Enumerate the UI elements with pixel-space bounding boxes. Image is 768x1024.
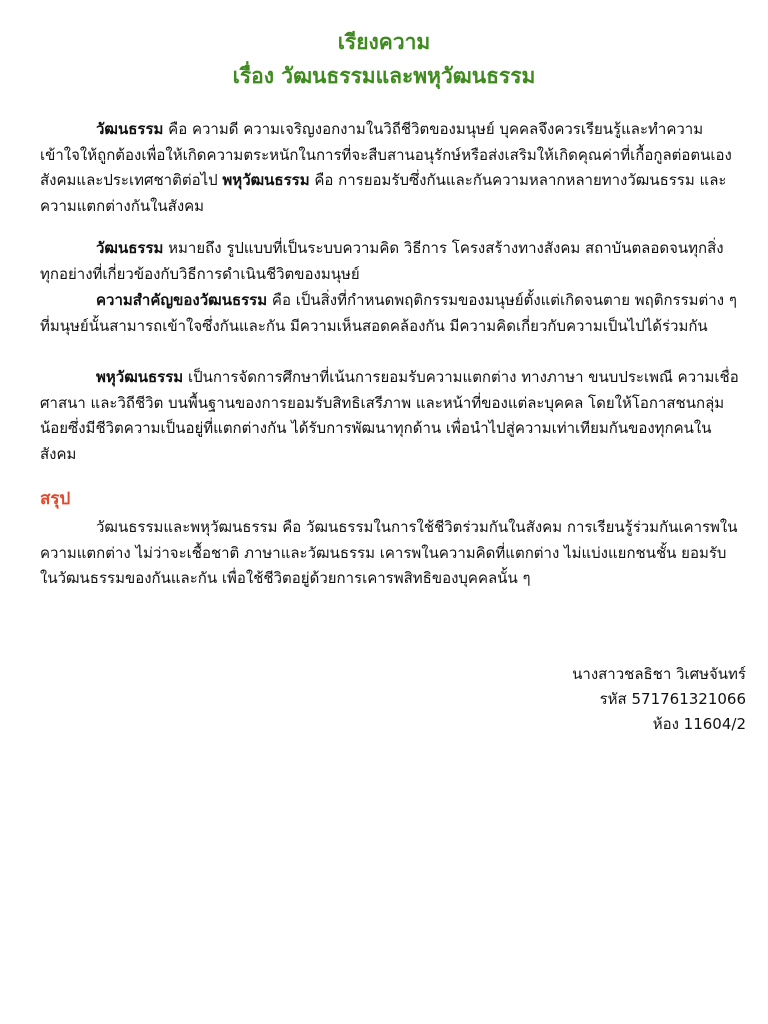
paragraph-culture-definition-text: หมายถึง รูปแบบที่เป็นระบบความคิด วิธีการ โครงสร้างทางสังคม สถาบันตลอดจนทุกสิ่งทุกอย่างที่เกี่ยวข้องกับวิธีการดำเนินชีวิตของมนุษย์ bbox=[40, 239, 724, 283]
room-number: ห้อง 11604/2 bbox=[652, 715, 746, 733]
paragraph-intro-text-2: คือ การยอมรับซึ่งกันและกันความหลากหลายทางวัฒนธรรม และความแตกต่างกันในสังคม bbox=[40, 171, 727, 215]
paragraph-culture-importance-text: คือ เป็นสิ่งที่กำหนดพฤติกรรมของมนุษย์ตั้งแต่เกิดจนตาย พฤติกรรมต่าง ๆ ที่มนุษย์นั้นสามารถเข้าใจซึ่งกันและกัน มีความเห็นสอดคล้องกัน มีความคิดเกี่ยวกับความเป็นไปได้ร่วมกัน bbox=[40, 291, 737, 335]
summary-heading: สรุป bbox=[40, 489, 71, 509]
paragraph-summary bbox=[40, 515, 740, 592]
author-name: นางสาวชลธิชา วิเศษจันทร์ bbox=[572, 665, 746, 683]
paragraph-culture-definition bbox=[40, 236, 740, 287]
term-culture-definition: วัฒนธรรม bbox=[96, 239, 164, 257]
document-title: เรียงความ bbox=[337, 30, 431, 54]
term-multiculture: พหุวัฒนธรรม bbox=[222, 171, 310, 189]
term-culture: วัฒนธรรม bbox=[96, 120, 164, 138]
paragraph-multiculture bbox=[40, 365, 740, 467]
document-subtitle: เรื่อง วัฒนธรรมและพหุวัฒนธรรม bbox=[232, 64, 536, 88]
paragraph-intro bbox=[40, 117, 740, 219]
paragraph-summary-text: วัฒนธรรมและพหุวัฒนธรรม คือ วัฒนธรรมในการใช้ชีวิตร่วมกันในสังคม การเรียนรู้ร่วมกันเคารพในความแตกต่าง ไม่ว่าจะเชื้อชาติ ภาษาและวัฒนธรรม เคารพในความคิดที่แตกต่าง ไม่แบ่งแยกชนชั้น ยอมรับในวัฒนธรรมของกันและกัน เพื่อใช้ชีวิตอยู่ด้วยการเคารพสิทธิของบุคคลนั้น ๆ bbox=[40, 518, 738, 587]
paragraph-culture-importance bbox=[40, 288, 740, 339]
paragraph-multiculture-text: เป็นการจัดการศึกษาที่เน้นการยอมรับความแตกต่าง ทางภาษา ขนบประเพณี ความเชื่อ ศาสนา และวิถีชีวิต บนพื้นฐานของการยอมรับสิทธิเสรีภาพ และหน้าที่ของแต่ละบุคคล โดยให้โอกาสชนกลุ่มน้อยซึ่งมีชีวิตความเป็นอยู่ที่แตกต่างกัน ได้รับการพัฒนาทุกด้าน เพื่อนำไปสู่ความเท่าเทียมกันของทุกคนในสังคม bbox=[40, 368, 739, 463]
term-multiculture-definition: พหุวัฒนธรรม bbox=[96, 368, 184, 386]
student-id: รหัส 571761321066 bbox=[599, 690, 746, 708]
term-culture-importance: ความสำคัญของวัฒนธรรม bbox=[96, 291, 268, 309]
paragraph-intro-text-1: คือ ความดี ความเจริญงอกงามในวิถีชีวิตของมนุษย์ บุคคลจึงควรเรียนรู้และทำความเข้าใจให้ถูกต้องเพื่อให้เกิดความตระหนักในการที่จะสืบสานอนุรักษ์หรือส่งเสริมให้เกิดคุณค่าที่เกื้อกูลต่อตนเอง สังคมและประเทศชาติต่อไป bbox=[40, 120, 732, 189]
